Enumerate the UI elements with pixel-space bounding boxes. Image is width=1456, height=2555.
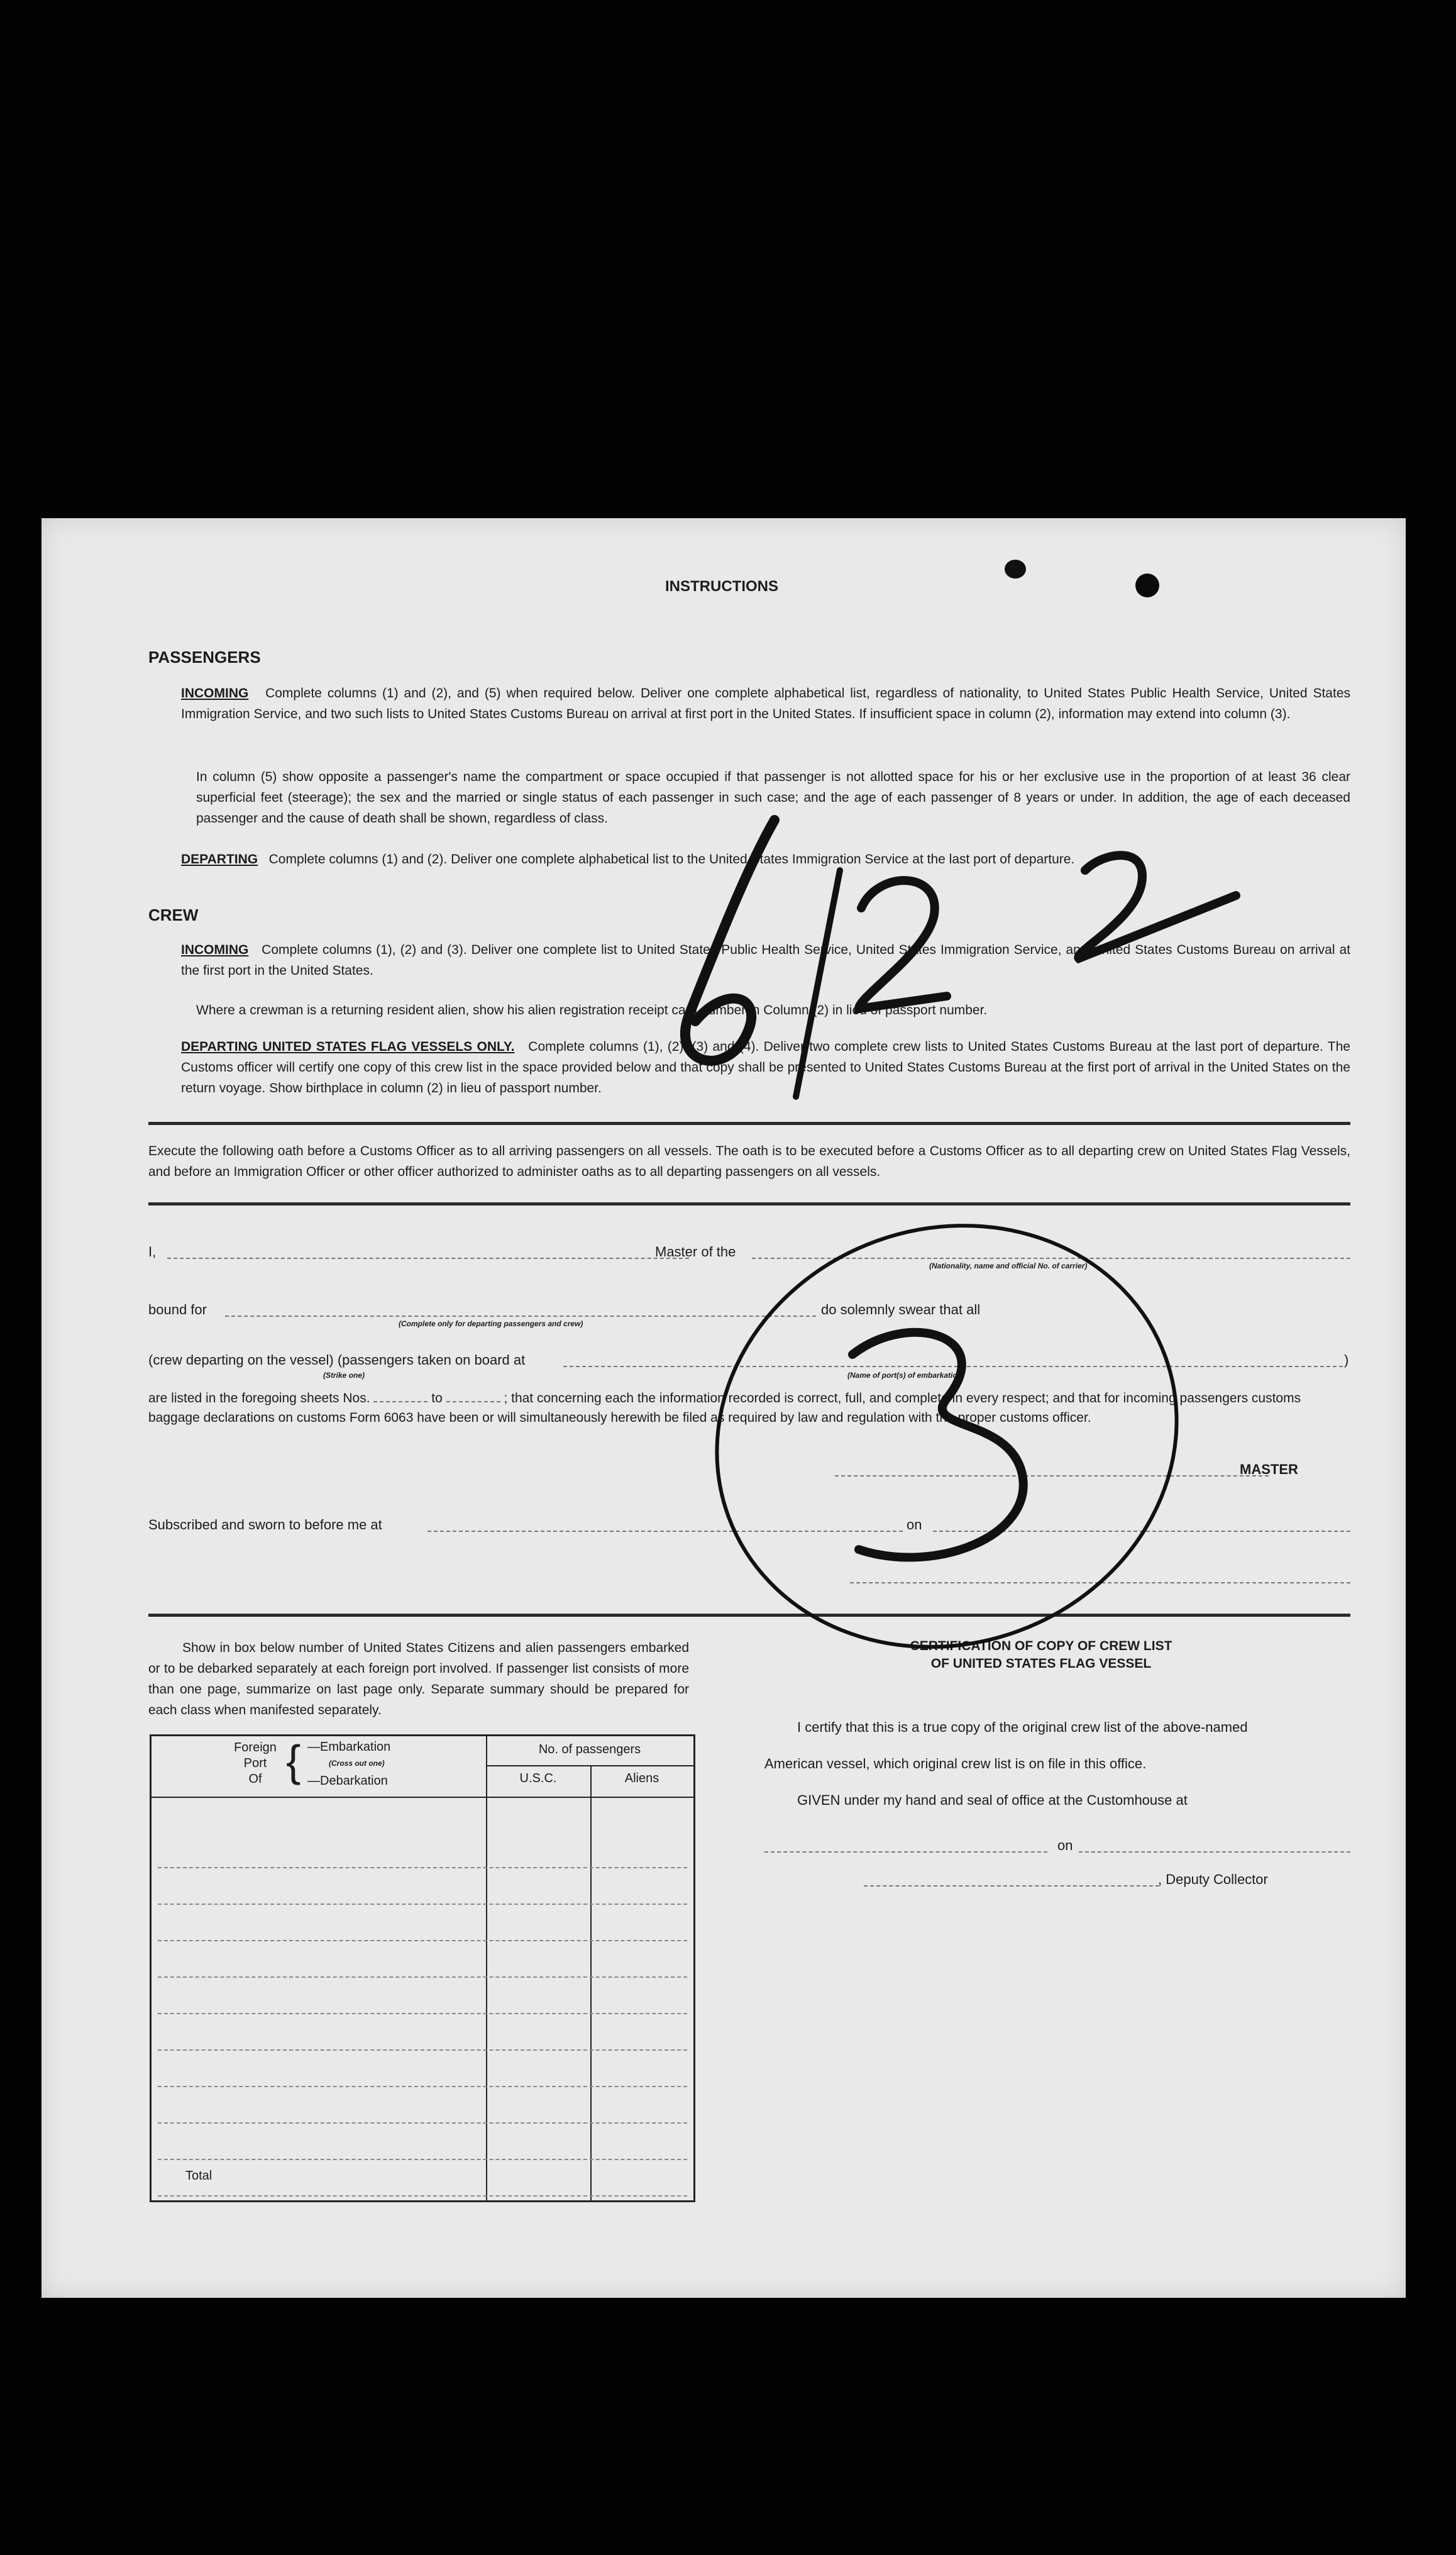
aliens-header: Aliens [624, 1771, 659, 1785]
subscribed-label: Subscribed and sworn to before me at [148, 1517, 382, 1532]
crew-departing-text: Complete columns (1), (2), (3) and (4). Deliver two complete crew lists to United States Customs Bureau at the last port of departure. The Customs officer will certify one copy of this crew list in the space provided below and that copy shall be presented to United States Customs Bureau at the first port of arrival in the United States on the return voyage. Show birthplace in column (2) in lieu of passport number. [181, 1039, 1350, 1095]
handwritten-marks [41, 518, 1406, 2298]
certification-given: GIVEN under my hand and seal of office at the Customhouse at [797, 1792, 1188, 1808]
passengers-column5-paragraph: In column (5) show opposite a passenger's name the compartment or space occupied if that passenger is not allotted space for his or her exclusive use in the proportion of at least 36 clear superficial feet (steerage); the sex and the married or single status of each passenger in such case; and the age of each passenger of 8 years or under. In addition, the age of each deceased passenger and the cause of death shall be shown, regardless of class. [196, 770, 1350, 826]
page-title: INSTRUCTIONS [665, 578, 778, 595]
handwritten-3-stroke [852, 1333, 1023, 1558]
port-hint: (Name of port(s) of embarkation) [847, 1371, 965, 1380]
passengers-departing-text: Complete columns (1) and (2). Deliver one complete alphabetical list to the United States Immigration Service at the last port of departure. [268, 852, 1075, 867]
certification-heading-1: CERTIFICATION OF COPY OF CREW LIST [910, 1639, 1172, 1653]
listed-to: to [431, 1391, 443, 1405]
deputy-collector-label: , Deputy Collector [1158, 1871, 1268, 1887]
crew-heading: CREW [148, 906, 199, 924]
bound-hint: (Complete only for departing passengers and crew) [399, 1319, 583, 1328]
handwritten-2-stroke [859, 880, 947, 1009]
brace-glyph: { [286, 1736, 301, 1785]
crew-resident-paragraph: Where a crewman is a returning resident alien, show his alien registration receipt card number in Column (2) in lieu of passport number. [196, 1003, 988, 1017]
listed-text-a: are listed in the foregoing sheets Nos. [148, 1391, 370, 1405]
handwritten-6-stroke [685, 820, 775, 1061]
embarkation-label[interactable]: —Embarkation [307, 1740, 391, 1754]
master-of-label: Master of the [655, 1244, 736, 1260]
handwritten-circle [657, 1161, 1236, 1710]
crew-departing-text: (crew departing on the vessel) (passengers taken on board at [148, 1352, 526, 1368]
listed-text-d: officer. [1052, 1411, 1091, 1425]
swear-text: do solemnly swear that all [821, 1302, 981, 1317]
header-port: Port [243, 1756, 267, 1770]
certification-heading-2: OF UNITED STATES FLAG VESSEL [930, 1656, 1152, 1671]
certification-text-2: American vessel, which original crew list is on file in this office. [764, 1756, 1147, 1771]
passengers-incoming-text: Complete columns (1) and (2), and (5) when required below. Deliver one complete alphabetical list, regardless of nationality, to United States Public Health Service, United States Immigration Service, and two such lists to United States Customs Bureau on arrival at first port in the United States. If insufficient space in column (2), information may extend into column (3). [181, 686, 1350, 721]
passengers-heading: PASSENGERS [148, 648, 261, 667]
document-page [41, 518, 1406, 2298]
certification-on: on [1057, 1837, 1073, 1853]
close-paren: ) [1344, 1352, 1349, 1368]
summary-intro: Show in box below number of United States Citizens and alien passengers embarked or to be debarked separately at each foreign port involved. If passenger list consists of more than one page, summarize on last page only. Separate summary should be prepared for each class when manifested separately. [148, 1641, 689, 1717]
oath-intro: Execute the following oath before a Customs Officer as to all arriving passengers on all vessels. The oath is to be executed before a Customs Officer as to all departing crew on United States Flag Vessels, and before an Immigration Officer or other officer authorized to administer oaths as to all departing passengers on all vessels. [148, 1144, 1350, 1179]
passengers-incoming-label: INCOMING [181, 686, 249, 701]
listed-text-c: passengers customs baggage declarations on customs Form 6063 have been or will simultaneously herewith be filed as required by law and regulation with the proper customs [148, 1391, 1301, 1425]
crew-incoming-text: Complete columns (1), (2) and (3). Deliver one complete list to United States Public Health Service, United States Immigration Service, and United States Customs Bureau on arrival at the first port in the United States. [181, 943, 1350, 978]
passengers-departing-label: DEPARTING [181, 852, 258, 867]
header-of: Of [248, 1772, 262, 1786]
subscribed-on-label: on [907, 1517, 922, 1532]
crew-incoming-label: INCOMING [181, 943, 249, 957]
oath-i-label: I, [148, 1244, 157, 1260]
master-label: MASTER [1240, 1461, 1298, 1477]
total-label: Total [185, 2169, 212, 2183]
no-passengers-header: No. of passengers [538, 1743, 641, 1756]
listed-text-b: ; that concerning each the information recorded is correct, full, and complete in every respect; and that for incoming [504, 1391, 1176, 1405]
handwritten-slash-stroke [796, 870, 840, 1097]
carrier-hint: (Nationality, name and official No. of carrier) [929, 1261, 1088, 1270]
handwritten-2-stroke [1078, 855, 1236, 958]
usc-header: U.S.C. [519, 1771, 557, 1785]
bound-for-label: bound for [148, 1302, 207, 1317]
crew-departing-label: DEPARTING UNITED STATES FLAG VESSELS ONLY. [181, 1039, 515, 1054]
strike-hint: (Strike one) [323, 1371, 365, 1380]
certification-text-1: I certify that this is a true copy of the original crew list of the above-named [797, 1719, 1248, 1735]
cross-out-hint: (Cross out one) [329, 1759, 385, 1768]
header-foreign: Foreign [234, 1741, 277, 1754]
debarkation-label[interactable]: —Debarkation [307, 1774, 388, 1788]
